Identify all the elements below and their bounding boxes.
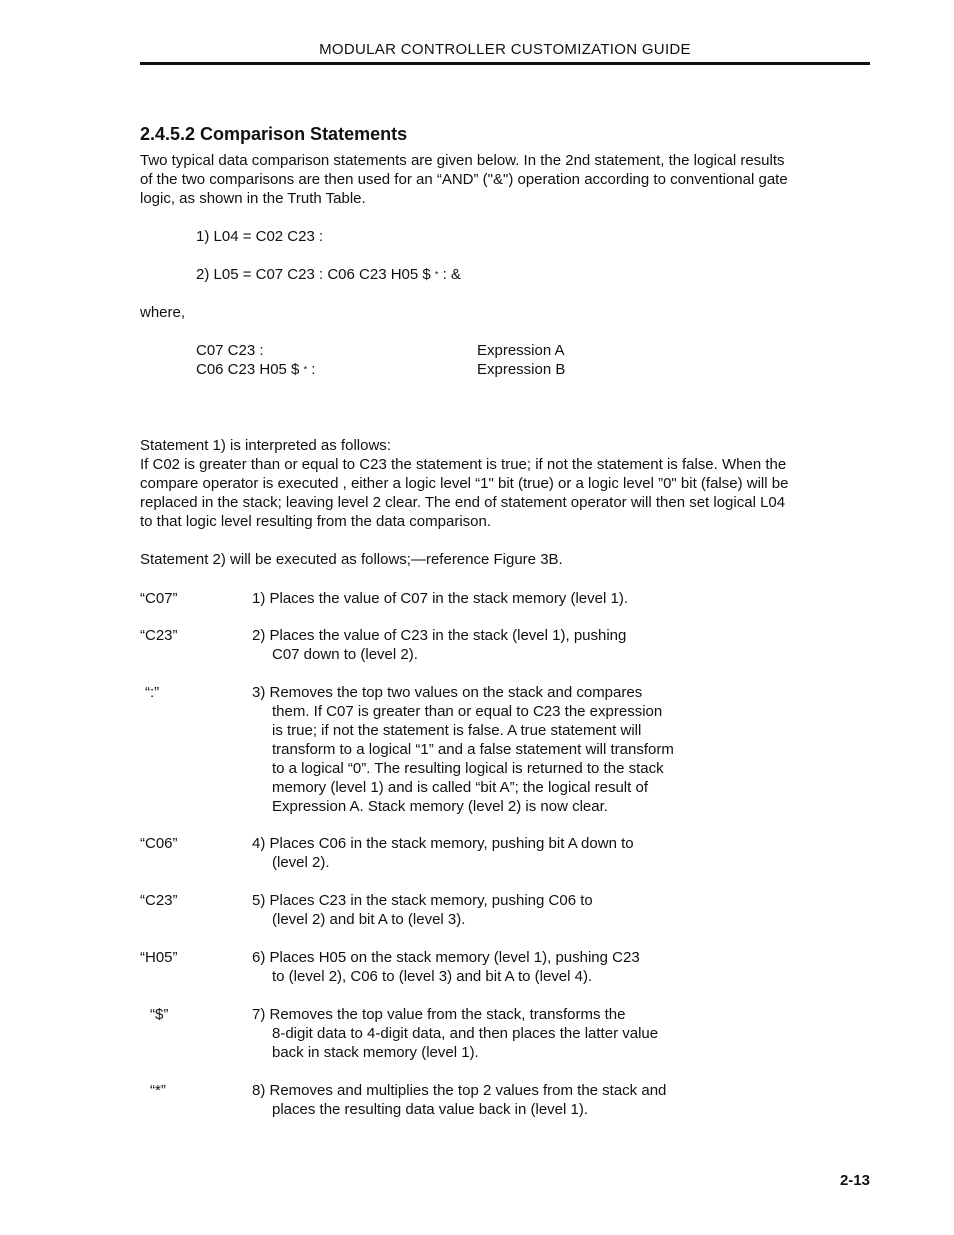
- step-line: back in stack memory (level 1).: [272, 1044, 479, 1061]
- step-token: “C23”: [140, 627, 178, 644]
- interpretation-paragraph: [140, 436, 788, 531]
- step-line: (level 2) and bit A to (level 3).: [272, 911, 466, 928]
- statement-2: [196, 265, 461, 285]
- step-line: 7) Removes the top value from the stack, transforms the: [252, 1006, 626, 1023]
- expression-a-label: Expression A: [477, 342, 565, 359]
- step-line: 5) Places C23 in the stack memory, pushing C06 to: [252, 892, 593, 909]
- expression-b-label: Expression B: [477, 361, 566, 378]
- interpretation-line: If C02 is greater than or equal to C23 the statement is true; if not the statement is false. When the: [140, 456, 787, 473]
- step-token: “C23”: [140, 892, 178, 909]
- step-line: 1) Places the value of C07 in the stack memory (level 1).: [252, 590, 628, 607]
- header-rule: [140, 62, 870, 65]
- interpretation-line: compare operator is executed , either a logic level “1" bit (true) or a logic level ”0" bit (false) will be: [140, 475, 789, 492]
- step-description: [252, 589, 628, 608]
- step-line: C07 down to (level 2).: [272, 646, 418, 663]
- step-description: [252, 891, 593, 929]
- step-line: 6) Places H05 on the stack memory (level 1), pushing C23: [252, 949, 640, 966]
- interpretation-line: replaced in the stack; leaving level 2 clear. The end of statement operator will then set logical L04: [140, 494, 786, 511]
- step-line: to a logical “0”. The resulting logical is returned to the stack: [272, 760, 664, 777]
- step-description: [252, 1081, 666, 1119]
- step-line: transform to a logical “1” and a false statement will transform: [272, 741, 674, 758]
- intro-line: of the two comparisons are then used for an “AND” ("&") operation according to conventional gate: [140, 171, 788, 188]
- expression-b-code: [196, 360, 315, 380]
- step-line: 8-digit data to 4-digit data, and then places the latter value: [272, 1025, 659, 1042]
- interpretation-heading: Statement 1) is interpreted as follows:: [140, 437, 391, 454]
- step-token: “C07”: [140, 590, 178, 607]
- step-line: places the resulting data value back in (level 1).: [272, 1101, 589, 1118]
- step-line: 3) Removes the top two values on the stack and compares: [252, 684, 643, 701]
- step-line: them. If C07 is greater than or equal to C23 the expression: [272, 703, 663, 720]
- step-description: [252, 1005, 658, 1062]
- multiply-symbol: *: [303, 364, 308, 375]
- step-line: to (level 2), C06 to (level 3) and bit A to (level 4).: [272, 968, 593, 985]
- step-token: “:”: [145, 684, 160, 701]
- statement-1: 1) L04 = C02 C23 :: [196, 228, 324, 245]
- step-line: 2) Places the value of C23 in the stack (level 1), pushing: [252, 627, 627, 644]
- step-line: memory (level 1) and is called “bit A”; the logical result of: [272, 779, 648, 796]
- step-line: (level 2).: [272, 854, 330, 871]
- multiply-symbol: *: [434, 269, 439, 280]
- expression-b-tail: :: [307, 361, 316, 378]
- page-number: 2-13: [839, 1172, 870, 1189]
- step-description: [252, 626, 626, 664]
- statement-2-intro: Statement 2) will be executed as follows;—reference Figure 3B.: [140, 551, 563, 568]
- step-description: [252, 683, 674, 816]
- intro-paragraph: [140, 151, 788, 208]
- running-header: MODULAR CONTROLLER CUSTOMIZATION GUIDE: [319, 41, 691, 58]
- step-token: “H05”: [140, 949, 178, 966]
- interpretation-line: to that logic level resulting from the data comparison.: [140, 513, 492, 530]
- expression-a-code: C07 C23 :: [196, 342, 264, 359]
- step-line: is true; if not the statement is false. A true statement will: [272, 722, 642, 739]
- step-token: “$”: [150, 1006, 169, 1023]
- step-token: “C06”: [140, 835, 178, 852]
- step-description: [252, 948, 640, 986]
- where-label: where,: [140, 304, 186, 321]
- statement-2-text: 2) L05 = C07 C23 : C06 C23 H05 $: [196, 266, 435, 283]
- statement-2-tail: : &: [438, 266, 461, 283]
- step-line: 4) Places C06 in the stack memory, pushing bit A down to: [252, 835, 634, 852]
- intro-line: Two typical data comparison statements are given below. In the 2nd statement, the logical results: [140, 152, 785, 169]
- step-line: 8) Removes and multiplies the top 2 values from the stack and: [252, 1082, 667, 1099]
- intro-line: logic, as shown in the Truth Table.: [140, 190, 366, 207]
- expression-b-text: C06 C23 H05 $: [196, 361, 304, 378]
- step-line: Expression A. Stack memory (level 2) is now clear.: [272, 798, 608, 815]
- step-description: [252, 834, 634, 872]
- section-title: 2.4.5.2 Comparison Statements: [140, 124, 408, 144]
- step-token: “*”: [150, 1082, 166, 1099]
